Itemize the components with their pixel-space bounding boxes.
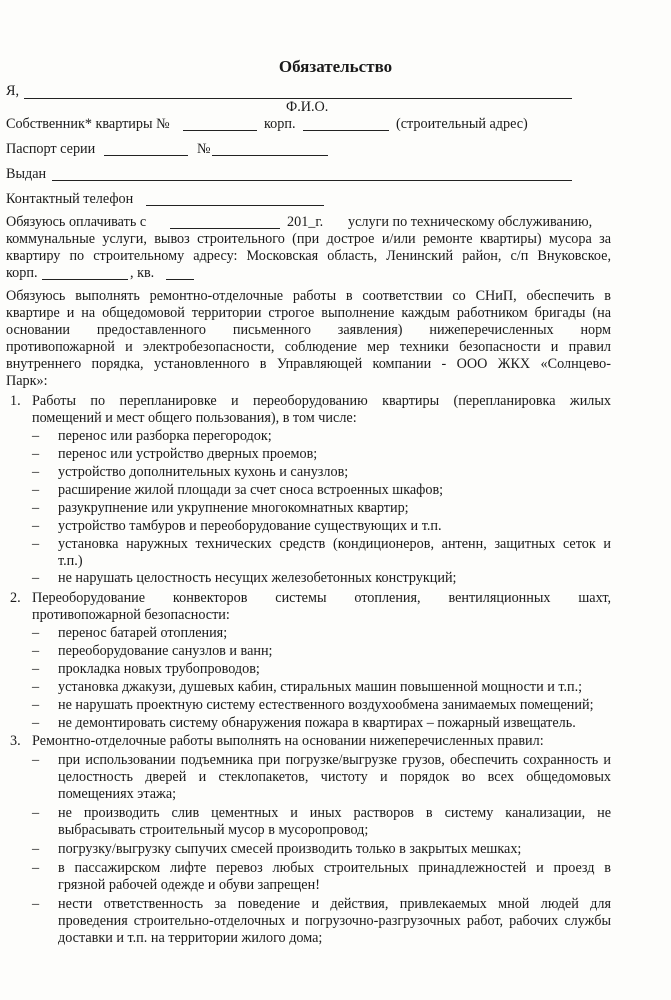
bullet-dash: – [32,482,40,498]
bullet-dash: – [32,536,40,552]
list-item: перенос батарей отопления; [58,625,228,641]
passport-number-line [212,155,328,156]
bullet-dash: – [32,841,40,857]
bullet-dash: – [32,679,40,695]
list-item: прокладка новых трубопроводов; [58,661,260,677]
section-3-heading: Ремонтно-отделочные работы выполнять на основании нижеперечисленных правил: [32,733,544,749]
list-item: перенос или разборка перегородок; [58,428,272,444]
phone-label: Контактный телефон [6,191,134,207]
intro-line: Обязуюсь выполнять ремонтно-отделочные работы в соответствии со СНиП, обеспечить в [6,288,611,304]
pay-line-1c: услуги по техническому обслуживанию, [348,214,593,230]
build-addr-label: (строительный адрес) [396,116,528,132]
list-item: проведения строительно-отделочных и погрузочно-разгрузочных работ, рабочих службы [58,913,611,929]
intro-line: внутреннего порядка, установленного в Управляющей компании - ООО ЖКХ «Солнцево- [6,356,611,372]
korp-line [303,130,389,131]
bullet-dash: – [32,715,40,731]
pay-line-1a: Обязуюсь оплачивать с [6,214,147,230]
list-item: разукрупнение или укрупнение многокомнатных квартир; [58,500,409,516]
list-item: устройство дополнительных кухонь и санузлов; [58,464,349,480]
ya-label: Я, [6,83,20,99]
owner-label: Собственник* квартиры № [6,116,170,132]
fio-caption: Ф.И.О. [286,99,329,115]
bullet-dash: – [32,625,40,641]
list-item: т.п.) [58,553,83,569]
pay-line-4b: , кв. [130,265,155,281]
list-item: выбрасывать строительный мусор в мусоропровод; [58,822,369,838]
list-item: не нарушать целостность несущих железобетонных конструкций; [58,570,457,586]
bullet-dash: – [32,860,40,876]
section-1-number: 1. [10,393,21,409]
section-3-number: 3. [10,733,21,749]
list-item: доставки и т.п. на территории жилого дома; [58,930,323,946]
passport-num-label: № [197,141,211,157]
pay-date-line [170,228,280,229]
list-item: устройство тамбуров и переоборудование существующих и т.п. [58,518,442,534]
bullet-dash: – [32,896,40,912]
pay-line-2: коммунальные услуги, вывоз строительного (при дострое и/или ремонте квартиры) мусора за [6,231,611,247]
passport-label: Паспорт серии [6,141,96,157]
bullet-dash: – [32,661,40,677]
phone-line [146,205,324,206]
list-item: переоборудование санузлов и ванн; [58,643,273,659]
list-item: установка джакузи, душевых кабин, стиральных машин повышенной мощности и т.п.; [58,679,583,695]
list-item: в пассажирском лифте перевоз любых строительных принадлежностей и проезд в [58,860,611,876]
list-item: грязной рабочей одежде и обуви запрещен! [58,877,320,893]
intro-line: Парк»: [6,373,48,389]
bullet-dash: – [32,428,40,444]
pay-line-4a: корп. [6,265,38,281]
section-2-heading: противопожарной безопасности: [32,607,230,623]
pay-korp-line [42,279,128,280]
bullet-dash: – [32,643,40,659]
list-item: нести ответственность за поведение и действия, привлекаемых мной людей для [58,896,611,912]
korp-label: корп. [264,116,296,132]
list-item: погрузку/выгрузку сыпучих смесей производить только в закрытых мешках; [58,841,522,857]
section-2-heading: Переоборудование конвекторов системы отопления, вентиляционных шахт, [32,590,611,606]
bullet-dash: – [32,518,40,534]
intro-line: квартире и на общедомовой территории строгое выполнение каждым работником бригады (на [6,305,611,321]
intro-line: основании предоставленного письменного заявления) нижеперечисленных норм [6,322,611,338]
list-item: расширение жилой площади за счет сноса встроенных шкафов; [58,482,444,498]
bullet-dash: – [32,697,40,713]
list-item: целостность дверей и стеклопакетов, чистоту и порядок во всех общедомовых [58,769,611,785]
bullet-dash: – [32,446,40,462]
section-2-number: 2. [10,590,21,606]
pay-kv-line [166,279,194,280]
bullet-dash: – [32,752,40,768]
list-item: не нарушать проектную систему естественного воздухообмена занимаемых помещений; [58,697,594,713]
pay-line-1b: 201_г. [287,214,324,230]
section-1-heading: Работы по перепланировке и переоборудованию квартиры (перепланировка жилых [32,393,611,409]
bullet-dash: – [32,464,40,480]
section-1-heading: помещений и мест общего пользования), в том числе: [32,410,357,426]
bullet-dash: – [32,500,40,516]
issued-label: Выдан [6,166,47,182]
list-item: не демонтировать систему обнаружения пожара в квартирах – пожарный извещатель. [58,715,576,731]
list-item: перенос или устройство дверных проемов; [58,446,318,462]
pay-line-3: квартиру по строительному адресу: Московская область, Ленинский район, с/п Внуковское, [6,248,611,264]
passport-series-line [104,155,188,156]
bullet-dash: – [32,570,40,586]
intro-line: противопожарной и электробезопасности, соблюдение мер техники безопасности и правил [6,339,611,355]
bullet-dash: – [32,805,40,821]
list-item: установка наружных технических средств (кондиционеров, антенн, защитных сеток и [58,536,611,552]
issued-line [52,180,572,181]
document-title: Обязательство [278,57,393,76]
apartment-line [183,130,257,131]
list-item: не производить слив цементных и иных растворов в систему канализации, не [58,805,611,821]
list-item: при использовании подъемника при погрузке/выгрузке грузов, обеспечить сохранность и [58,752,611,768]
list-item: помещениях этажа; [58,786,177,802]
